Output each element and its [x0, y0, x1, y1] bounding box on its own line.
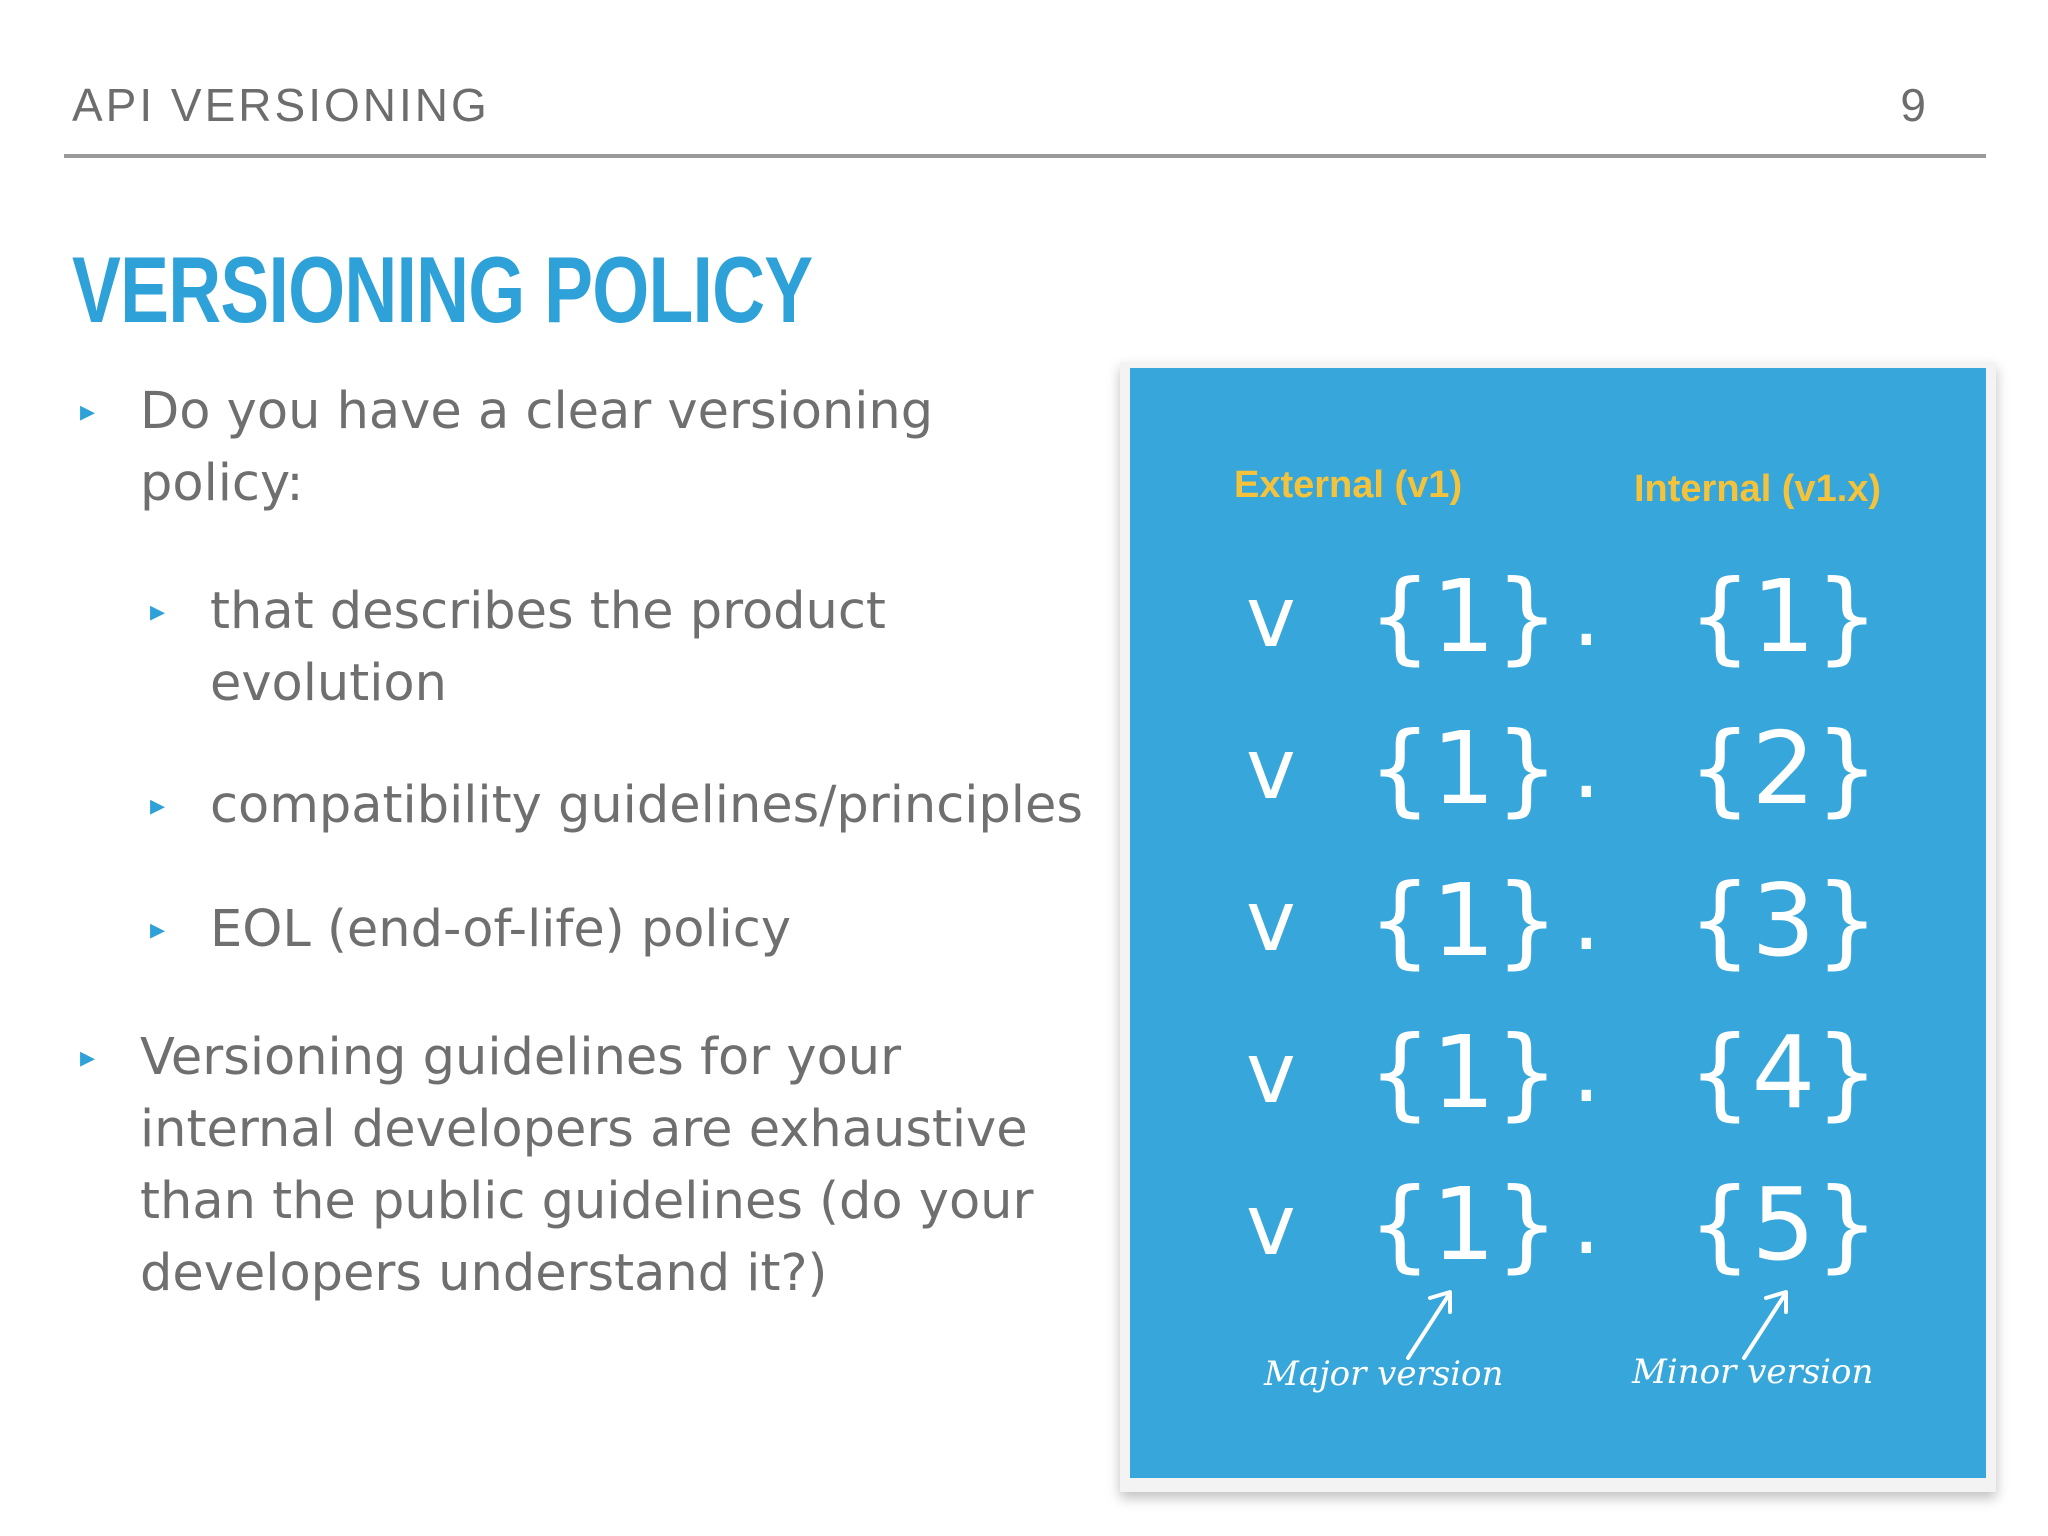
minor-number: {1}: [1688, 558, 1879, 675]
minor-number: {2}: [1688, 710, 1879, 827]
version-separator: .: [1572, 714, 1601, 819]
bullet-item: [80, 376, 1000, 520]
triangle-bullet-icon: ▸: [150, 788, 166, 823]
version-prefix: v: [1246, 1024, 1296, 1122]
version-separator: .: [1572, 1018, 1601, 1123]
version-prefix: v: [1246, 872, 1296, 970]
version-separator: .: [1572, 866, 1601, 971]
sub-bullet-text: EOL (end-of-life) policy: [210, 900, 791, 959]
minor-number: {3}: [1688, 862, 1879, 979]
sub-bullet-text: that describes the product evolution: [210, 582, 886, 713]
bullet-text: Versioning guidelines for your internal developers are exhaustive than the public guidelines (do your developers understand it?): [140, 1028, 1034, 1303]
minor-version-note: Minor version: [1632, 1352, 1874, 1392]
sub-bullet-text: compatibility guidelines/principles: [210, 776, 1083, 835]
version-prefix: v: [1246, 568, 1296, 666]
major-version-note: Major version: [1264, 1354, 1504, 1394]
version-separator: .: [1572, 1170, 1601, 1275]
version-prefix: v: [1246, 1176, 1296, 1274]
minor-number: {5}: [1688, 1166, 1879, 1283]
version-prefix: v: [1246, 720, 1296, 818]
section-header-title: API VERSIONING: [72, 79, 490, 131]
bullet-text: Do you have a clear versioning policy:: [140, 382, 934, 513]
major-number: {1}: [1368, 1014, 1559, 1131]
version-row: [1130, 558, 1986, 678]
major-number: {1}: [1368, 862, 1559, 979]
version-row: [1130, 862, 1986, 982]
minor-number: {4}: [1688, 1014, 1879, 1131]
sub-bullet-item: [150, 770, 1090, 842]
triangle-bullet-icon: ▸: [80, 1040, 96, 1075]
version-row: [1130, 1166, 1986, 1286]
major-arrow-icon: [1400, 1284, 1460, 1364]
triangle-bullet-icon: ▸: [150, 912, 166, 947]
triangle-bullet-icon: ▸: [80, 394, 96, 429]
page-number: 9: [1900, 79, 1926, 131]
major-number: {1}: [1368, 1166, 1559, 1283]
major-number: {1}: [1368, 558, 1559, 675]
sub-bullet-item: [150, 894, 990, 966]
version-row: [1130, 1014, 1986, 1134]
version-separator: .: [1572, 562, 1601, 667]
version-diagram: [1130, 368, 1986, 1478]
version-row: [1130, 710, 1986, 830]
bullet-item: [80, 1022, 1040, 1310]
triangle-bullet-icon: ▸: [150, 594, 166, 629]
major-number: {1}: [1368, 710, 1559, 827]
slide-title: VERSIONING POLICY: [72, 237, 813, 342]
external-version-header: External (v1): [1234, 464, 1463, 506]
sub-bullet-item: [150, 576, 990, 720]
internal-version-header: Internal (v1.x): [1634, 468, 1882, 510]
